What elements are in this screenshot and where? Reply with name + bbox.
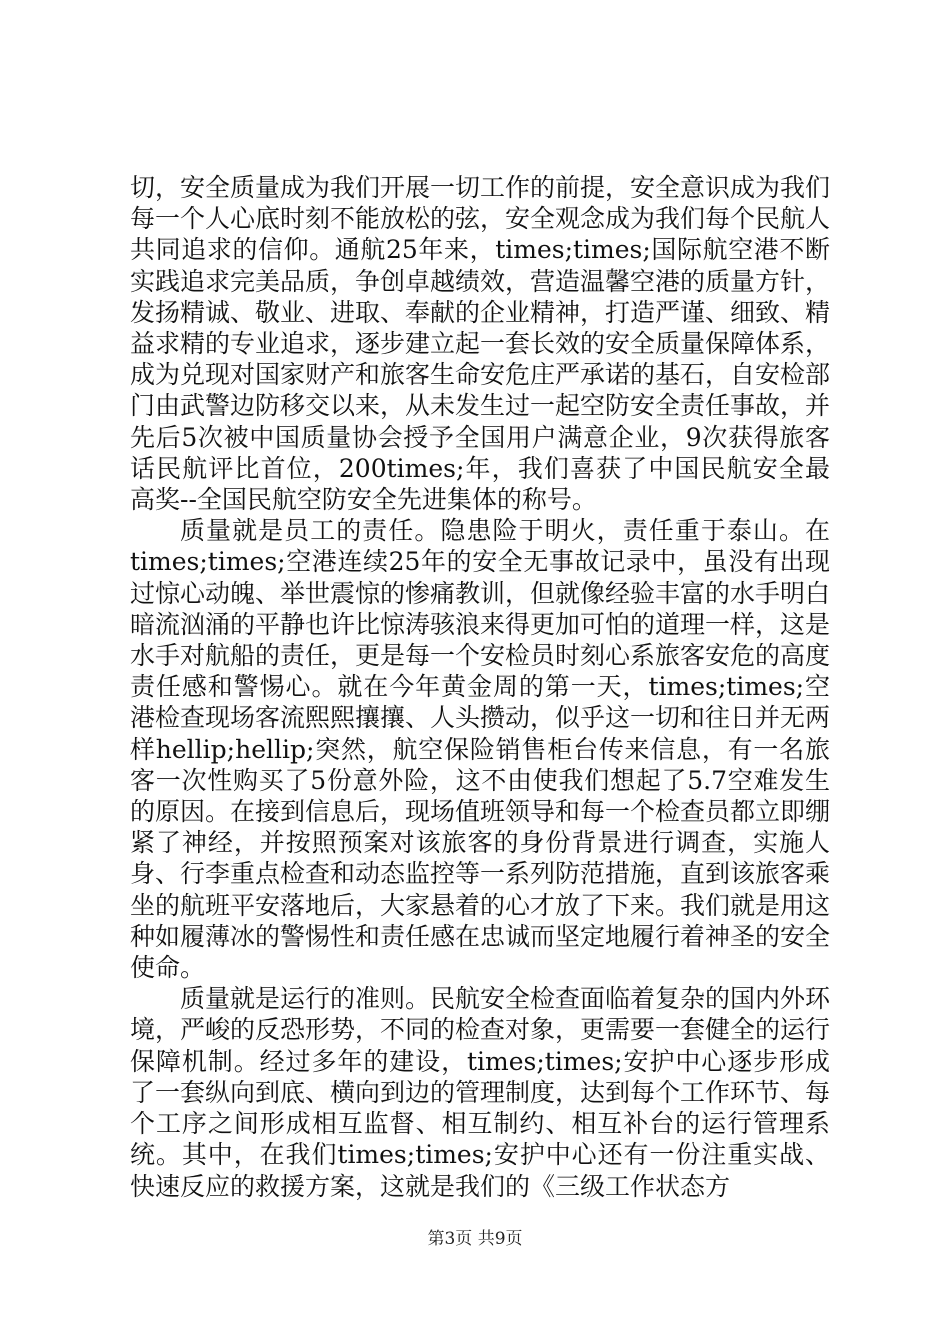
page-number-footer: 第3页 共9页 <box>427 1229 523 1249</box>
paragraph-2: 质量就是员工的责任。隐患险于明火，责任重于泰山。在times;times;空港连续25年的安全无事故记录中，虽没有出现过惊心动魄、举世震惊的惨痛教训，但就像经验丰富的水手明白暗流汹涌的平静也许比惊涛骇浪来得更加可怕的道理一样，这是水手对航船的责任，更是每一个安检员时刻心系旅客安危的高度责任感和警惕心。就在今年黄金周的第一天，times;times;空港检查现场客流熙熙攘攘、人头攒动，似乎这一切和往日并无两样hellip;hellip;突然，航空保险销售柜台传来信息，有一名旅客一次性购买了5份意外险，这不由使我们想起了5.7空难发生的原因。在接到信息后，现场值班领导和每一个检查员都立即绷紧了神经，并按照预案对该旅客的身份背景进行调查，实施人身、行李重点检查和动态监控等一系列防范措施，直到该旅客乘坐的航班平安落地后，大家悬着的心才放了下来。我们就是用这种如履薄冰的警惕性和责任感在忠诚而坚定地履行着神圣的安全使命。 <box>130 516 831 983</box>
paragraph-3: 质量就是运行的准则。民航安全检查面临着复杂的国内外环境，严峻的反恐形势，不同的检查对象，更需要一套健全的运行保障机制。经过多年的建设，times;times;安护中心逐步形成了一套纵向到底、横向到边的管理制度，达到每个工作环节、每个工序之间形成相互监督、相互制约、相互补台的运行管理系统。其中，在我们times;times;安护中心还有一份注重实战、快速反应的救援方案，这就是我们的《三级工作状态方 <box>130 984 831 1201</box>
paragraph-1: 切，安全质量成为我们开展一切工作的前提，安全意识成为我们每一个人心底时刻不能放松的弦，安全观念成为我们每个民航人共同追求的信仰。通航25年来，times;times;国际航空港不断实践追求完美品质，争创卓越绩效，营造温馨空港的质量方针，发扬精诚、敬业、进取、奉献的企业精神，打造严谨、细致、精益求精的专业追求，逐步建立起一套长效的安全质量保障体系，成为兑现对国家财产和旅客生命安危庄严承诺的基石，自安检部门由武警边防移交以来，从未发生过一起空防安全责任事故，并先后5次被中国质量协会授予全国用户满意企业，9次获得旅客话民航评比首位，200times;年，我们喜获了中国民航安全最高奖--全国民航空防安全先进集体的称号。 <box>130 173 831 515</box>
body-text <box>130 172 830 1202</box>
